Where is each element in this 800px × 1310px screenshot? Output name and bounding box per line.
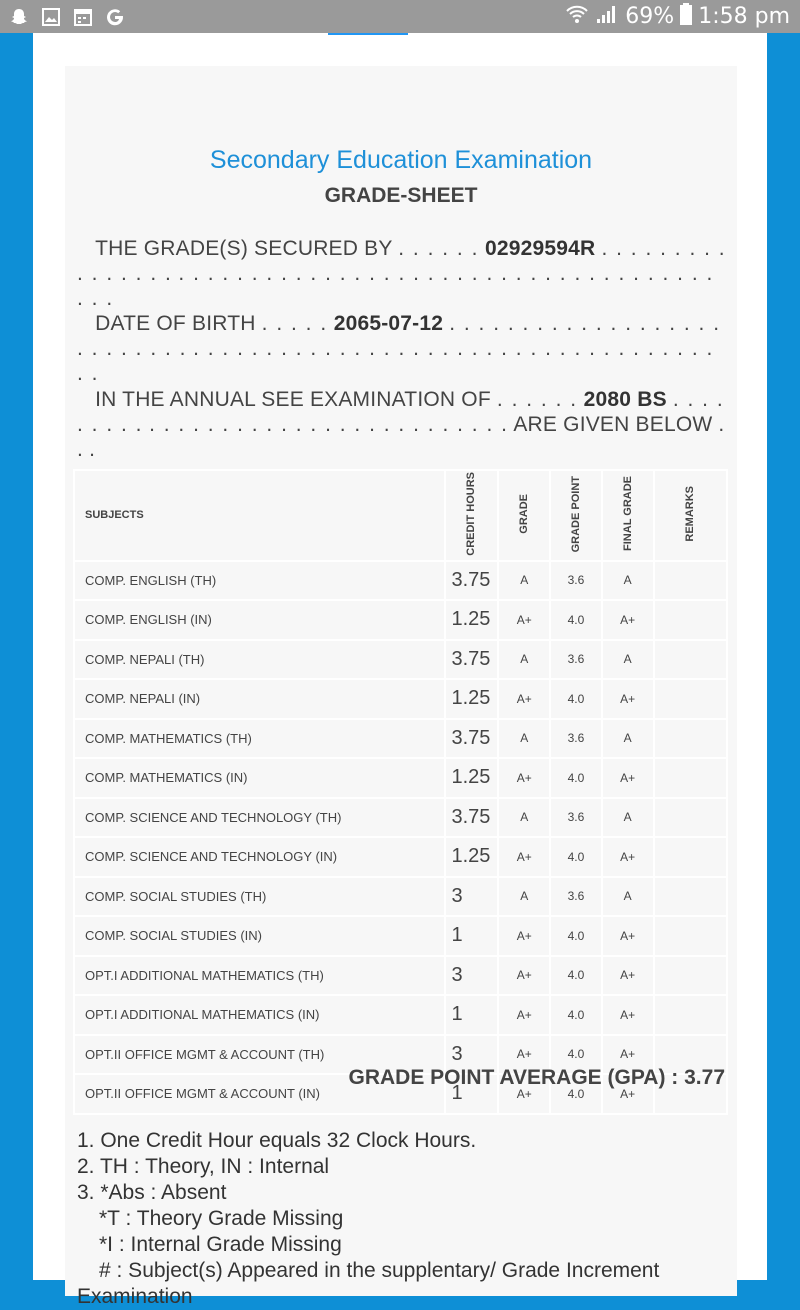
cell-grade: A+ bbox=[498, 758, 550, 798]
col-final-grade: FINAL GRADE bbox=[602, 470, 654, 561]
exam-line: IN THE ANNUAL SEE EXAMINATION OF . . . . . . 2080 BS . . . . . . . . . . . . . . . . . . . . . . . . . . . . . . . . . . ARE GIVEN BELOW . . . bbox=[77, 388, 725, 461]
cell-subject: COMP. ENGLISH (IN) bbox=[74, 600, 445, 640]
table-row bbox=[74, 758, 727, 798]
cell-remarks bbox=[654, 679, 727, 719]
cell-credit-hours: 1.25 bbox=[445, 679, 499, 719]
cell-final-grade: A bbox=[602, 798, 654, 838]
cell-grade: A bbox=[498, 640, 550, 680]
cell-subject: OPT.I ADDITIONAL MATHEMATICS (IN) bbox=[74, 995, 445, 1035]
table-row bbox=[74, 679, 727, 719]
cell-subject: COMP. SCIENCE AND TECHNOLOGY (IN) bbox=[74, 837, 445, 877]
cell-subject: COMP. NEPALI (IN) bbox=[74, 679, 445, 719]
cell-credit-hours: 1 bbox=[445, 916, 499, 956]
cell-subject: OPT.I ADDITIONAL MATHEMATICS (TH) bbox=[74, 956, 445, 996]
cell-grade-point: 4.0 bbox=[550, 995, 602, 1035]
col-grade-point: GRADE POINT bbox=[550, 470, 602, 561]
cell-grade-point: 3.6 bbox=[550, 719, 602, 759]
cell-grade-point: 3.6 bbox=[550, 561, 602, 601]
cell-final-grade: A+ bbox=[602, 600, 654, 640]
cell-subject: OPT.II OFFICE MGMT & ACCOUNT (TH) bbox=[74, 1035, 445, 1075]
cell-subject: COMP. MATHEMATICS (IN) bbox=[74, 758, 445, 798]
cell-final-grade: A bbox=[602, 640, 654, 680]
cell-remarks bbox=[654, 956, 727, 996]
battery-percent: 69% bbox=[625, 4, 675, 29]
table-row bbox=[74, 956, 727, 996]
cell-grade: A bbox=[498, 798, 550, 838]
cell-final-grade: A bbox=[602, 561, 654, 601]
cell-grade-point: 4.0 bbox=[550, 758, 602, 798]
note-item: Examination bbox=[77, 1285, 193, 1308]
secured-by-label: THE GRADE(S) SECURED BY bbox=[95, 237, 393, 260]
cell-grade-point: 4.0 bbox=[550, 679, 602, 719]
notes bbox=[77, 1128, 727, 1310]
given-below: ARE GIVEN BELOW . . . bbox=[77, 413, 725, 461]
table-row bbox=[74, 561, 727, 601]
cell-grade-point: 3.6 bbox=[550, 640, 602, 680]
cell-final-grade: A+ bbox=[602, 837, 654, 877]
cell-remarks bbox=[654, 837, 727, 877]
table-row bbox=[74, 719, 727, 759]
cell-grade: A bbox=[498, 561, 550, 601]
cell-grade-point: 4.0 bbox=[550, 916, 602, 956]
col-remarks: REMARKS bbox=[654, 470, 727, 561]
cell-remarks bbox=[654, 758, 727, 798]
cell-final-grade: A+ bbox=[602, 995, 654, 1035]
cell-credit-hours: 3.75 bbox=[445, 640, 499, 680]
cell-subject: COMP. ENGLISH (TH) bbox=[74, 561, 445, 601]
cell-grade-point: 4.0 bbox=[550, 837, 602, 877]
cell-credit-hours: 3 bbox=[445, 956, 499, 996]
cell-credit-hours: 3.75 bbox=[445, 719, 499, 759]
tab-indicator bbox=[328, 33, 408, 35]
cell-grade: A+ bbox=[498, 1074, 550, 1114]
cell-grade-point: 3.6 bbox=[550, 798, 602, 838]
cell-grade-point: 4.0 bbox=[550, 1074, 602, 1114]
status-bar bbox=[0, 0, 800, 33]
cell-grade-point: 4.0 bbox=[550, 600, 602, 640]
google-icon bbox=[104, 6, 126, 28]
cell-final-grade: A+ bbox=[602, 916, 654, 956]
cell-grade: A+ bbox=[498, 679, 550, 719]
cell-credit-hours: 3 bbox=[445, 877, 499, 917]
cell-grade: A+ bbox=[498, 956, 550, 996]
col-credit-hours: CREDIT HOURS bbox=[445, 470, 499, 561]
exam-label: IN THE ANNUAL SEE EXAMINATION OF bbox=[95, 388, 491, 411]
clock: 1:58 pm bbox=[698, 4, 790, 29]
cell-remarks bbox=[654, 798, 727, 838]
table-row bbox=[74, 837, 727, 877]
cell-subject: COMP. MATHEMATICS (TH) bbox=[74, 719, 445, 759]
table-row bbox=[74, 995, 727, 1035]
cell-final-grade: A bbox=[602, 877, 654, 917]
col-grade: GRADE bbox=[498, 470, 550, 561]
cell-final-grade: A+ bbox=[602, 956, 654, 996]
gallery-icon bbox=[40, 6, 62, 28]
cell-final-grade: A+ bbox=[602, 758, 654, 798]
note-item: 2. TH : Theory, IN : Internal bbox=[77, 1155, 330, 1178]
cell-grade: A+ bbox=[498, 995, 550, 1035]
cell-remarks bbox=[654, 995, 727, 1035]
page-content bbox=[33, 33, 767, 1308]
cell-credit-hours: 3.75 bbox=[445, 561, 499, 601]
cell-grade: A+ bbox=[498, 837, 550, 877]
cell-remarks bbox=[654, 561, 727, 601]
cell-credit-hours: 3 bbox=[445, 1035, 499, 1075]
cell-remarks bbox=[654, 877, 727, 917]
secured-by-line: THE GRADE(S) SECURED BY . . . . . . 02929594R . . . . . . . . . . . . . . . . . . . . . . . . . . . . . . . . . . . . . . . . . . . . . . . . . . . . . . . . bbox=[77, 237, 727, 310]
note-item: 3. *Abs : Absent bbox=[77, 1181, 227, 1204]
table-row bbox=[74, 916, 727, 956]
cell-credit-hours: 1 bbox=[445, 995, 499, 1035]
cell-subject: COMP. NEPALI (TH) bbox=[74, 640, 445, 680]
cell-final-grade: A bbox=[602, 719, 654, 759]
table-row bbox=[74, 877, 727, 917]
grades-table bbox=[73, 469, 728, 1115]
calendar-icon bbox=[72, 6, 94, 28]
cell-remarks bbox=[654, 916, 727, 956]
note-item: *T : Theory Grade Missing bbox=[99, 1207, 344, 1230]
wifi-icon bbox=[565, 3, 589, 31]
table-row bbox=[74, 798, 727, 838]
grade-sheet bbox=[65, 66, 737, 1308]
grade-sheet-heading: GRADE-SHEET bbox=[324, 184, 478, 207]
cell-final-grade: A+ bbox=[602, 1074, 654, 1114]
table-row bbox=[74, 600, 727, 640]
exam-title: Secondary Education Examination bbox=[209, 146, 593, 174]
cell-remarks bbox=[654, 719, 727, 759]
dob-label: DATE OF BIRTH bbox=[95, 312, 256, 335]
cell-grade-point: 4.0 bbox=[550, 1035, 602, 1075]
cell-subject: COMP. SCIENCE AND TECHNOLOGY (TH) bbox=[74, 798, 445, 838]
cell-credit-hours: 1.25 bbox=[445, 600, 499, 640]
cell-grade-point: 4.0 bbox=[550, 956, 602, 996]
cell-credit-hours: 1.25 bbox=[445, 837, 499, 877]
cell-subject: OPT.II OFFICE MGMT & ACCOUNT (IN) bbox=[74, 1074, 445, 1114]
cell-grade: A bbox=[498, 877, 550, 917]
gpa-summary: GRADE POINT AVERAGE (GPA) : 3.77 bbox=[348, 1066, 725, 1089]
cell-grade: A+ bbox=[498, 600, 550, 640]
cell-grade: A+ bbox=[498, 1035, 550, 1075]
cell-grade: A+ bbox=[498, 916, 550, 956]
table-row bbox=[74, 640, 727, 680]
cell-final-grade: A+ bbox=[602, 1035, 654, 1075]
cell-credit-hours: 3.75 bbox=[445, 798, 499, 838]
snapchat-icon bbox=[8, 6, 30, 28]
battery-icon bbox=[680, 3, 692, 31]
symbol-number: 02929594R bbox=[484, 237, 596, 260]
note-item: *I : Internal Grade Missing bbox=[99, 1233, 342, 1256]
note-item: 1. One Credit Hour equals 32 Clock Hours. bbox=[77, 1129, 477, 1152]
date-of-birth: 2065-07-12 bbox=[333, 312, 444, 335]
exam-year: 2080 BS bbox=[583, 388, 667, 411]
cell-grade: A bbox=[498, 719, 550, 759]
cell-grade-point: 3.6 bbox=[550, 877, 602, 917]
cell-remarks bbox=[654, 640, 727, 680]
signal-icon bbox=[595, 3, 619, 31]
col-subjects: SUBJECTS bbox=[74, 470, 445, 561]
cell-final-grade: A+ bbox=[602, 679, 654, 719]
cell-credit-hours: 1.25 bbox=[445, 758, 499, 798]
cell-remarks bbox=[654, 600, 727, 640]
table-header-row bbox=[74, 470, 727, 561]
dob-line: DATE OF BIRTH . . . . . 2065-07-12 . . . . . . . . . . . . . . . . . . . . . . . . . . . . . . . . . . . . . . . . . . . . . . . . . . . . . . . . . . . . . . . . . bbox=[77, 312, 721, 385]
cell-subject: COMP. SOCIAL STUDIES (IN) bbox=[74, 916, 445, 956]
note-item: # : Subject(s) Appeared in the supplentary/ Grade Increment bbox=[99, 1259, 660, 1282]
cell-subject: COMP. SOCIAL STUDIES (TH) bbox=[74, 877, 445, 917]
cell-credit-hours: 1 bbox=[445, 1074, 499, 1114]
